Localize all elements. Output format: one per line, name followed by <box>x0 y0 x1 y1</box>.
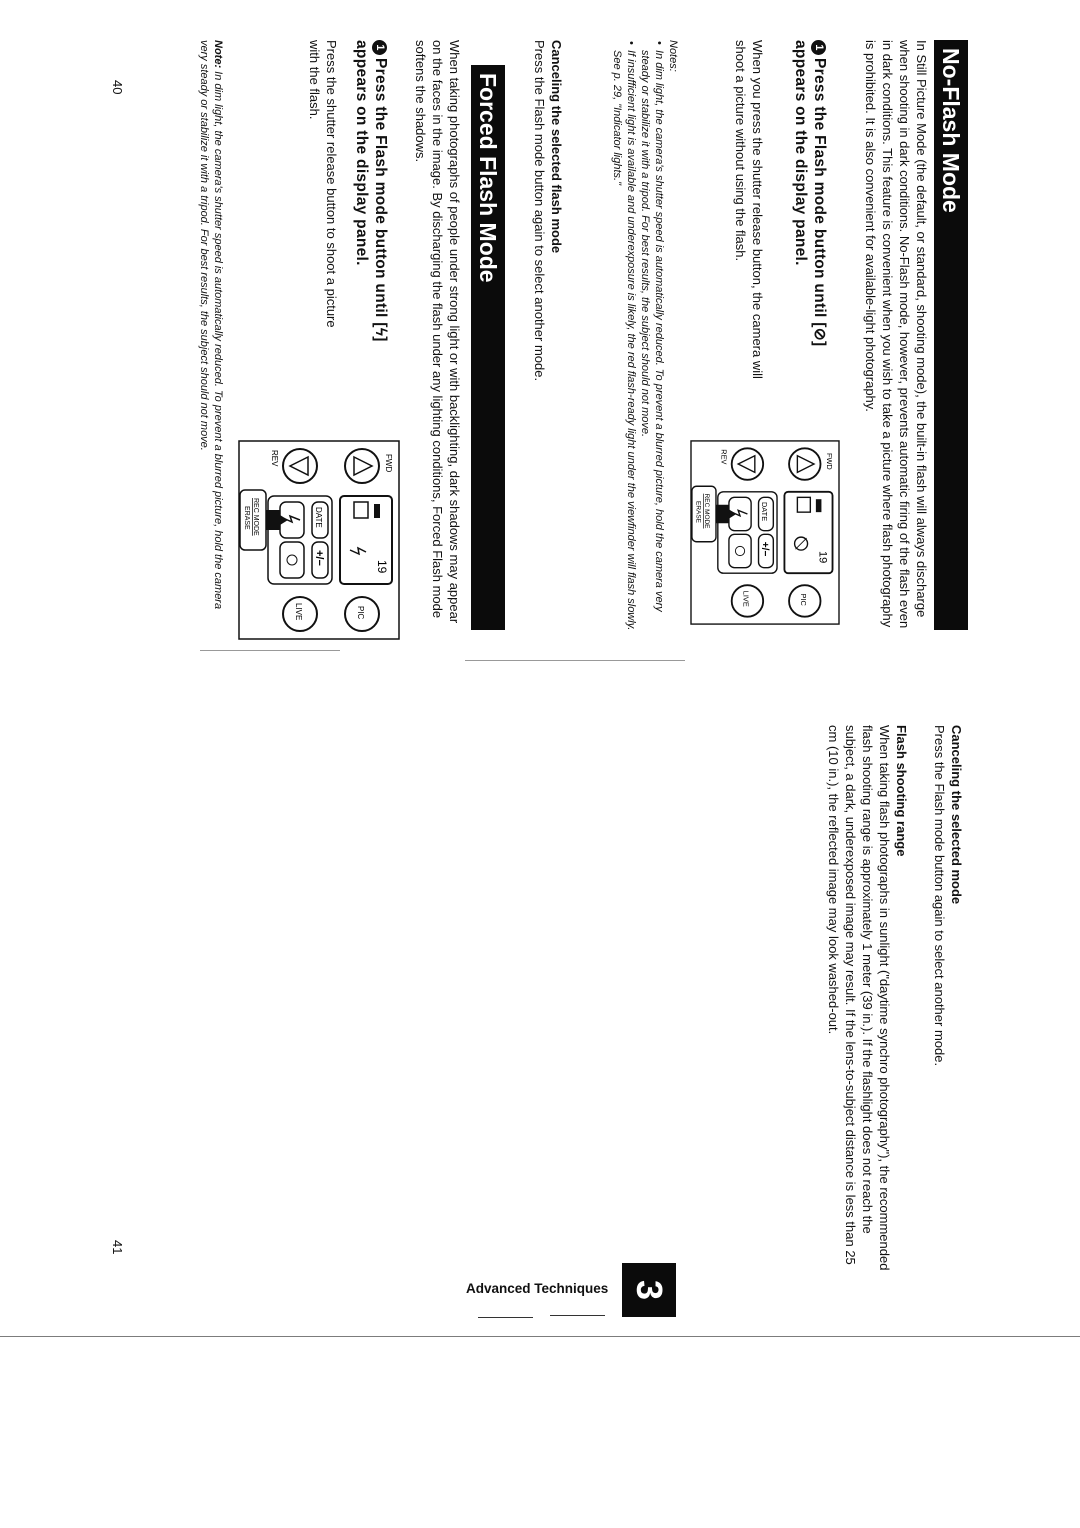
cancel-flash-title: Canceling the selected flash mode <box>549 40 564 254</box>
fwd-label: FWD <box>824 452 834 470</box>
chapter-tab <box>622 1263 676 1317</box>
exposure-button: +/− <box>759 541 771 557</box>
no-flash-step-1 <box>791 40 829 380</box>
cancel-mode-title: Canceling the selected mode <box>949 725 964 905</box>
camera-control-diagram-no-flash <box>690 440 840 625</box>
fwd-label: FWD <box>384 454 393 473</box>
section-label: Advanced Techniques <box>466 1281 609 1296</box>
forced-flash-step-1 <box>352 40 390 380</box>
exposure-button: +/− <box>313 550 325 566</box>
scan-line <box>200 650 340 651</box>
rev-label: REV <box>270 450 279 467</box>
note-item: • If insufficient light is available and underexposure is likely, the red flash-ready light under the viewfinder will flash slowly. See p. 29, "Indicator lights." <box>610 50 638 632</box>
rev-label: REV <box>719 449 729 465</box>
step-title: Press the Flash mode button until [ϟ] appears on the display panel. <box>353 40 389 342</box>
forced-flash-intro: When taking photographs of people under strong light or with backlighting, dark shadows may appear on the faces in the image. By discharging the flash under any lighting conditions, Forced Flash mode softens the shadows. <box>413 40 462 624</box>
rec-mode-label: REC MODE <box>702 493 710 529</box>
forced-flash-step-body: Press the shutter release button to shoot a picture with the flash. <box>307 40 339 328</box>
notes-label: Notes: <box>667 40 679 72</box>
range-title: Flash shooting range <box>894 725 909 857</box>
note-body: In dim light, the camera's shutter speed is automatically reduced. To prevent a blurred picture, hold the camera very steady or stabilize it with a tripod. For best results, the subject should not move. <box>198 40 224 610</box>
no-flash-step-body: When you press the shutter release button, the camera will shoot a picture without using the flash. <box>733 40 765 379</box>
chapter-number: 3 <box>629 1279 670 1301</box>
camera-control-diagram-forced-flash <box>238 440 400 640</box>
step-title: Press the Flash mode button until [⊘] appears on the display panel. <box>792 40 828 347</box>
scan-line <box>465 660 685 661</box>
page-number-right: 41 <box>110 1240 125 1255</box>
note-label: Note: <box>212 40 224 69</box>
pic-button: PIC <box>799 593 809 606</box>
cancel-flash-body: Press the Flash mode button again to select another mode. <box>532 40 547 382</box>
frame-counter: 19 <box>375 560 389 574</box>
range-body: When taking flash photographs in sunlight ("daytime synchro photography"), the recommended flash shooting range is approximately 1 meter (39 in.). If the flashlight does not reach the subject, a dark, underexposed image may result. If the lens-to-subject distance is less than 25 cm (10 in.), the reflected image may look washed-out. <box>826 725 892 1271</box>
no-flash-intro: In Still Picture Mode (the default, or standard, shooting mode), the built-in flash will always discharge when shooting in dark conditions. No-Flash mode, however, prevents automatic firing of the flash even in dark conditions. This feature is convenient when you wish to take a picture where flash photography is prohibited. It is also convenient for available-light photography. <box>863 40 929 629</box>
no-flash-notes <box>610 40 680 632</box>
step-number-badge: 1 <box>811 40 826 55</box>
live-button: LIVE <box>741 590 751 607</box>
cancel-mode-body: Press the Flash mode button again to select another mode. <box>932 725 947 1067</box>
date-button: DATE <box>760 501 770 522</box>
pic-button: PIC <box>356 606 365 620</box>
step-number-badge: 1 <box>372 40 387 55</box>
live-button: LIVE <box>294 603 303 621</box>
erase-label: ERASE <box>694 501 702 523</box>
no-flash-heading: No-Flash Mode <box>934 40 968 630</box>
rec-mode-label: REC MODE <box>252 498 259 536</box>
scan-line <box>0 1336 1080 1337</box>
forced-flash-note <box>197 40 225 632</box>
frame-counter: 19 <box>816 551 829 564</box>
forced-flash-heading: Forced Flash Mode <box>471 65 505 630</box>
note-item: • In dim light, the camera's shutter speed is automatically reduced. To prevent a blurred picture, hold the camera very steady or stabilize it with a tripod. For best results, the subject should not move. <box>638 50 666 632</box>
page-number-left: 40 <box>110 80 125 95</box>
underline-rule <box>550 1315 605 1316</box>
erase-label: ERASE <box>243 506 250 530</box>
date-button: DATE <box>314 507 323 528</box>
underline-rule <box>478 1317 533 1318</box>
